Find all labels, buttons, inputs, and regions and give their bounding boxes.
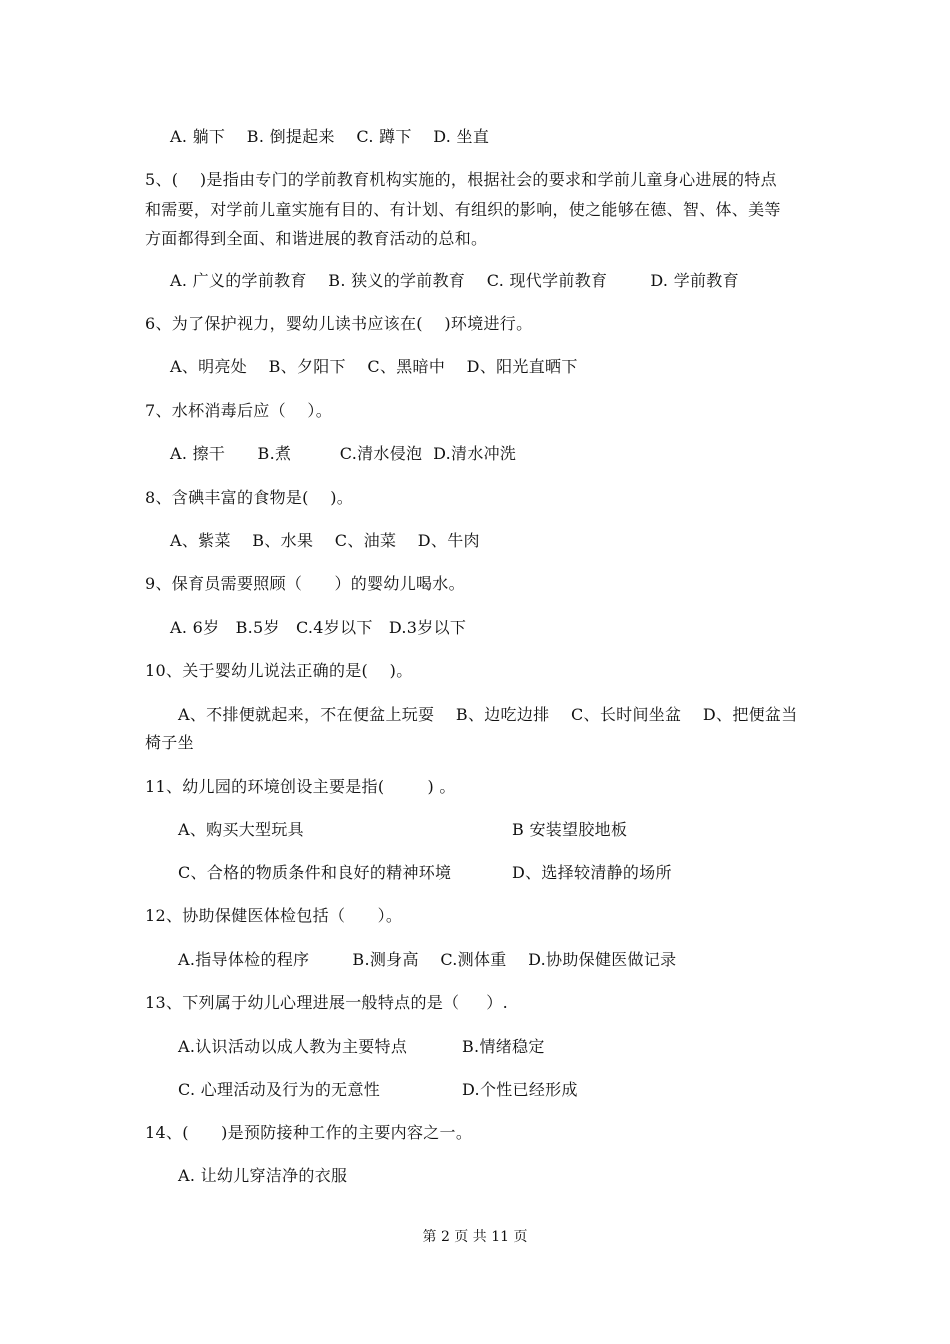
- q9-options: A. 6岁 B.5岁 C.4岁以下 D.3岁以下: [170, 618, 467, 637]
- q10-options-line2: 椅子坐: [145, 733, 194, 752]
- q5-stem-line2: 和需要，对学前儿童实施有目的、有计划、有组织的影响，使之能够在德、智、体、美等: [145, 200, 781, 219]
- q12-stem: 12、协助保健医体检包括（ ）。: [145, 906, 403, 925]
- q13-option-a: A.认识活动以成人教为主要特点: [178, 1037, 408, 1056]
- q13-stem: 13、下列属于幼儿心理进展一般特点的是（ ）.: [145, 993, 508, 1012]
- page-footer: 第 2 页 共 11 页: [422, 1229, 528, 1245]
- q5-options: A. 广义的学前教育 B. 狭义的学前教育 C. 现代学前教育 D. 学前教育: [170, 271, 739, 290]
- q8-stem: 8、含碘丰富的食物是( )。: [145, 488, 354, 507]
- q6-options: A、明亮处 B、夕阳下 C、黑暗中 D、阳光直晒下: [170, 357, 578, 376]
- q12-options: A.指导体检的程序 B.测身高 C.测体重 D.协助保健医做记录: [178, 950, 677, 969]
- q11-option-b: B 安装望胶地板: [512, 820, 628, 839]
- q13-option-b: B.情绪稳定: [462, 1037, 545, 1056]
- q7-stem: 7、水杯消毒后应（ ）。: [145, 401, 333, 420]
- q5-stem-line3: 方面都得到全面、和谐进展的教育活动的总和。: [145, 229, 488, 248]
- q7-options: A. 擦干 B.煮 C.清水侵泡 D.清水冲洗: [170, 444, 517, 463]
- q10-options-line1: A、不排便就起来，不在便盆上玩耍 B、边吃边排 C、长时间坐盆 D、把便盆当: [178, 705, 798, 724]
- q4-options: A. 躺下 B. 倒提起来 C. 蹲下 D. 坐直: [170, 127, 490, 146]
- q9-stem: 9、保育员需要照顾（ ）的婴幼儿喝水。: [145, 574, 465, 593]
- q6-stem: 6、为了保护视力，婴幼儿读书应该在( )环境进行。: [145, 314, 533, 333]
- q14-option-a: A. 让幼儿穿洁净的衣服: [178, 1166, 348, 1185]
- q10-stem: 10、关于婴幼儿说法正确的是( )。: [145, 661, 413, 680]
- q11-option-c: C、合格的物质条件和良好的精神环境: [178, 863, 452, 882]
- q13-option-d: D.个性已经形成: [462, 1080, 578, 1099]
- q8-options: A、紫菜 B、水果 C、油菜 D、牛肉: [170, 531, 480, 550]
- q14-stem: 14、( )是预防接种工作的主要内容之一。: [145, 1123, 473, 1142]
- q11-option-a: A、购买大型玩具: [178, 820, 304, 839]
- q13-option-c: C. 心理活动及行为的无意性: [178, 1080, 381, 1099]
- q11-option-d: D、选择较清静的场所: [512, 863, 672, 882]
- q5-stem-line1: 5、( )是指由专门的学前教育机构实施的，根据社会的要求和学前儿童身心进展的特点: [145, 170, 777, 189]
- q11-stem: 11、幼儿园的环境创设主要是指( ) 。: [145, 777, 456, 796]
